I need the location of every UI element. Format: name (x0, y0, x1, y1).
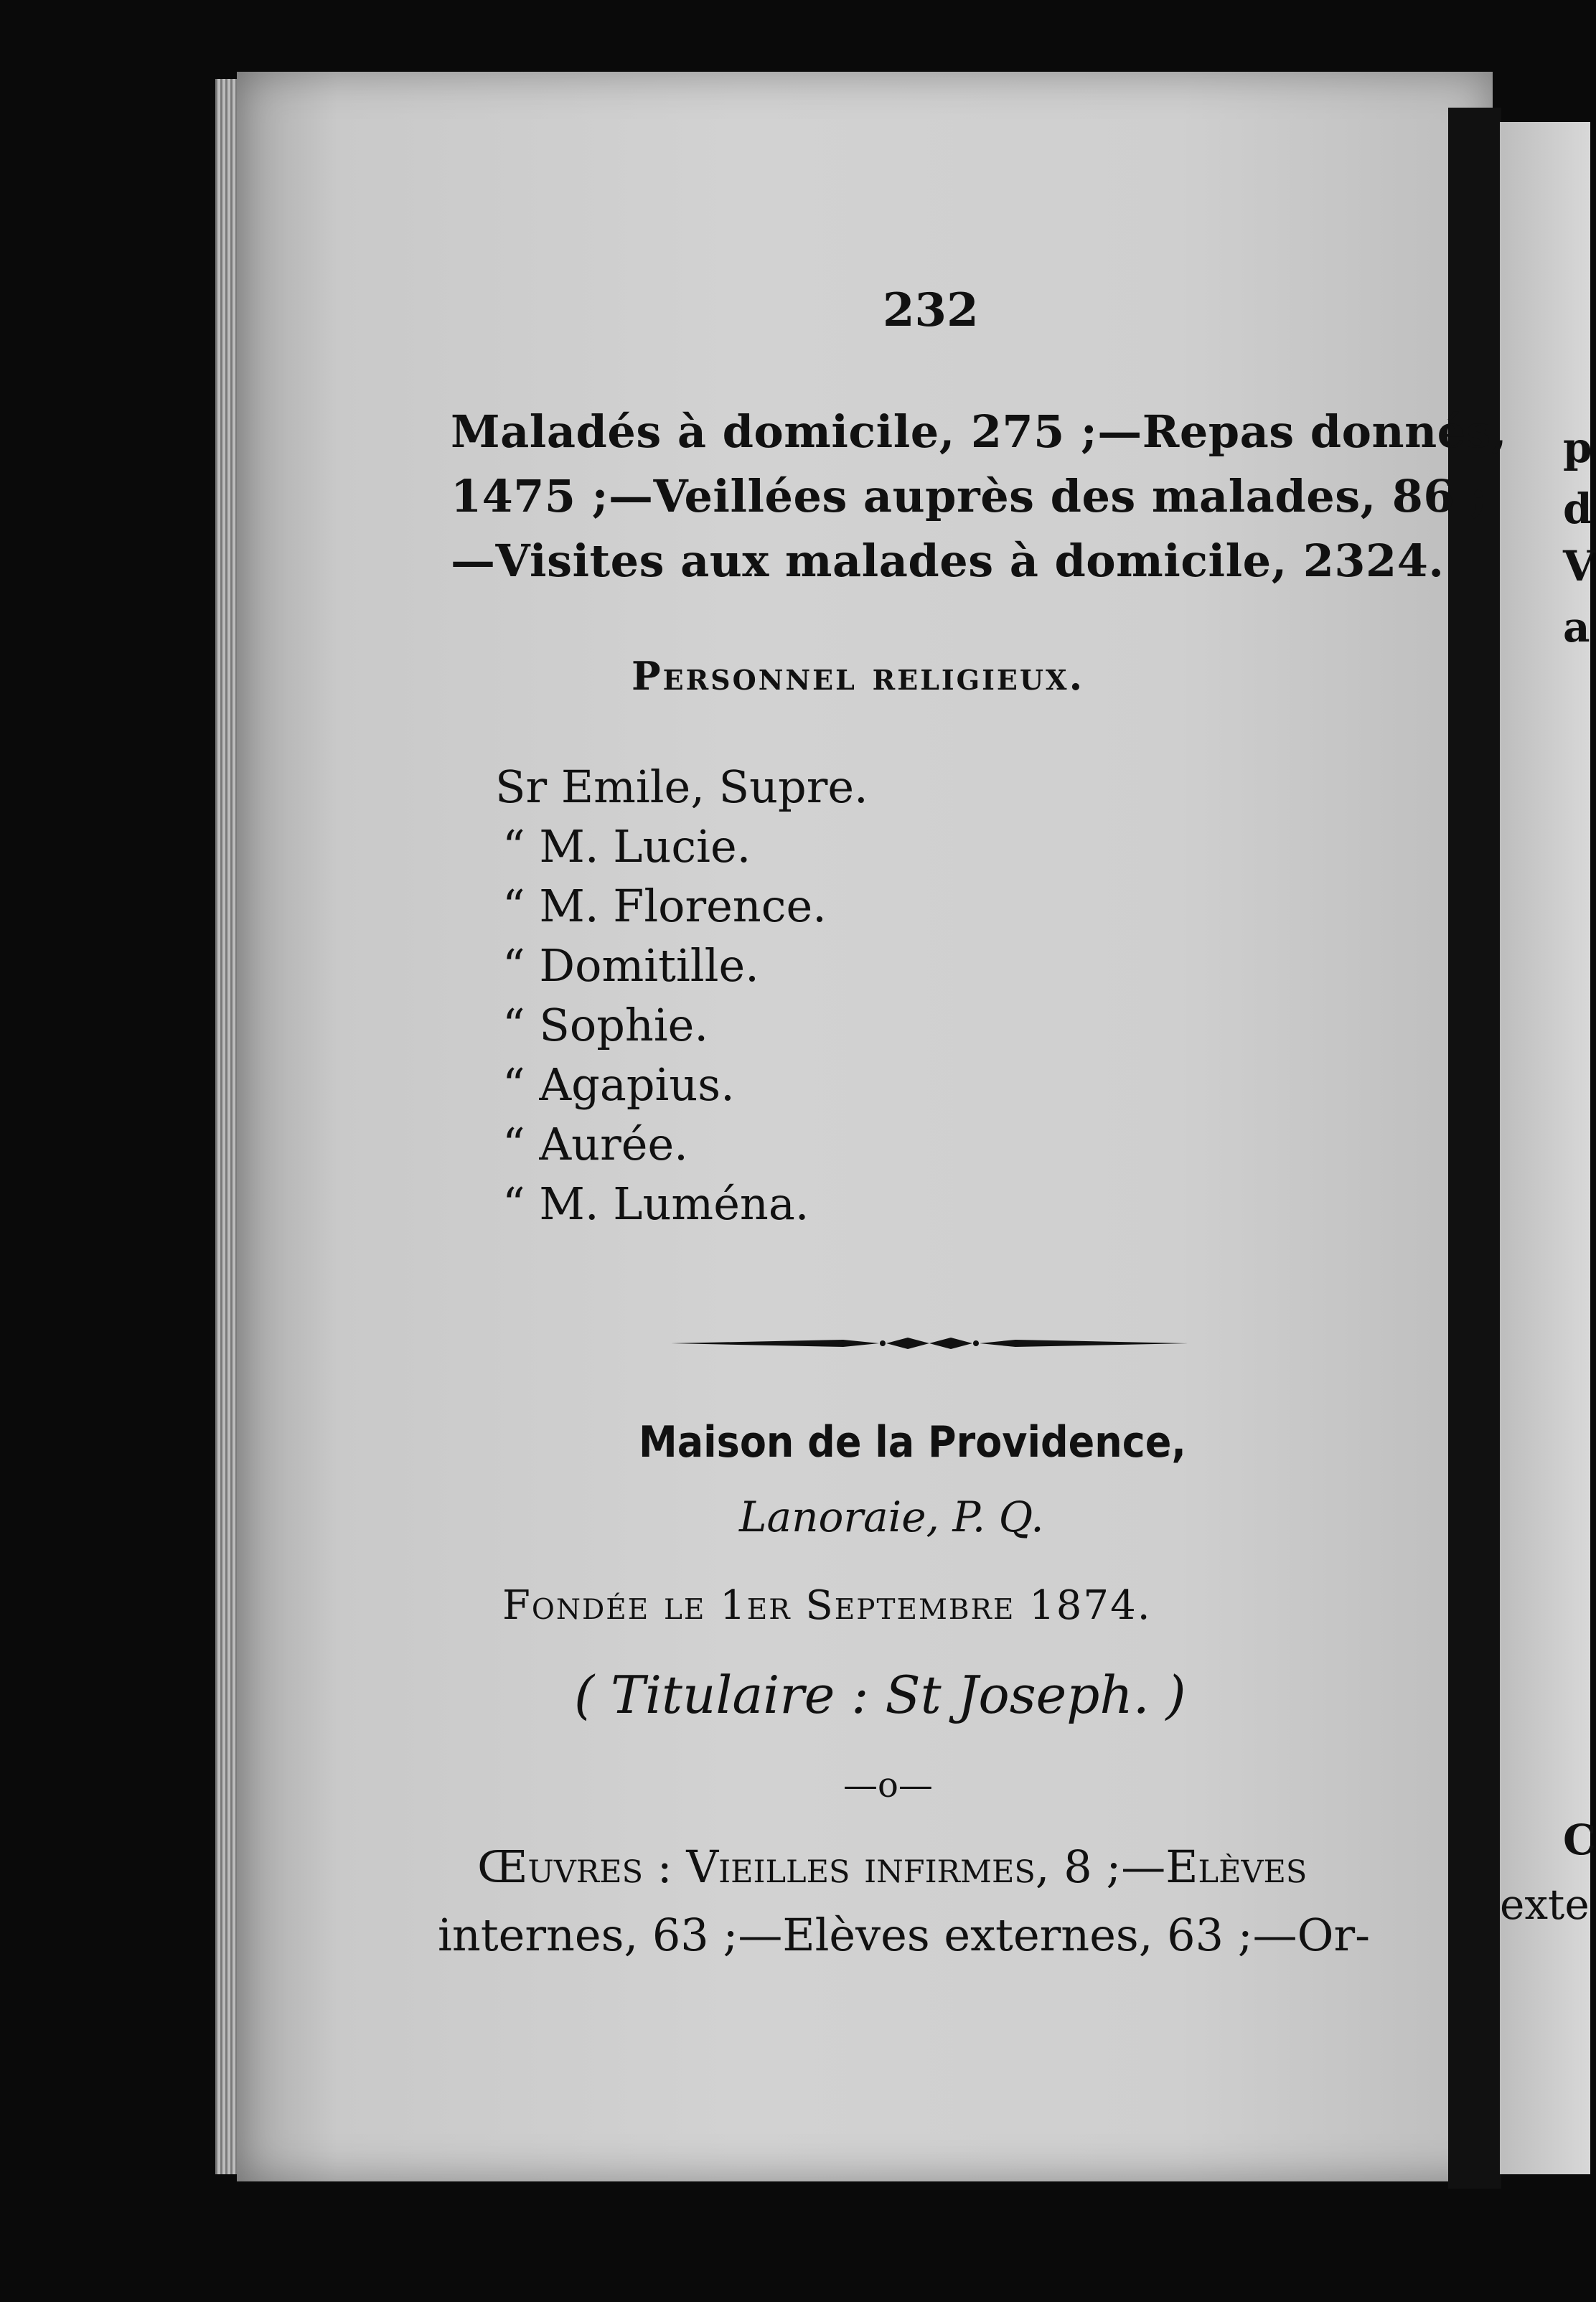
institution-place: Lanoraie, P. Q. (739, 1493, 1044, 1541)
paragraph-line: —Visites aux malades à domicile, 2324. (451, 535, 1445, 587)
right-page-fragment: d (1563, 484, 1592, 533)
right-page-fragment: exte (1500, 1880, 1590, 1929)
right-page-fragment: p (1563, 423, 1592, 472)
right-page-fragment: C (1563, 1815, 1596, 1864)
oeuvres-line: Œuvres : Vieilles infirmes, 8 ;—Elèves (477, 1841, 1308, 1893)
oeuvres-line: internes, 63 ;—Elèves externes, 63 ;—Or- (438, 1909, 1371, 1961)
page-number: 232 (883, 283, 979, 337)
paragraph-line: 1475 ;—Veillées auprès des malades, 86 ; (451, 470, 1488, 522)
member-line: “ M. Lucie. (502, 820, 751, 873)
member-line: “ Agapius. (502, 1058, 735, 1111)
institution-title: Maison de la Providence, (639, 1417, 1186, 1467)
member-line: “ M. Florence. (502, 880, 827, 932)
titular-line: ( Titulaire : St Joseph. ) (574, 1665, 1186, 1725)
founded-line: Fondée le 1er Septembre 1874. (502, 1582, 1152, 1629)
ornamental-divider (671, 1336, 1188, 1350)
member-line: “ Aurée. (502, 1118, 688, 1170)
right-page-fragment: V (1563, 542, 1596, 591)
member-line: “ Sophie. (502, 999, 709, 1051)
member-line: “ M. Luména. (502, 1178, 809, 1230)
right-page-fragment: a (1563, 603, 1590, 652)
member-line: Sr Emile, Supre. (495, 761, 868, 813)
member-line: “ Domitille. (502, 939, 759, 992)
separator: —o— (843, 1765, 933, 1805)
section-heading: Personnel religieux. (632, 653, 1085, 699)
paragraph-line: Maladés à domicile, 275 ;—Repas donnés, (451, 405, 1508, 458)
